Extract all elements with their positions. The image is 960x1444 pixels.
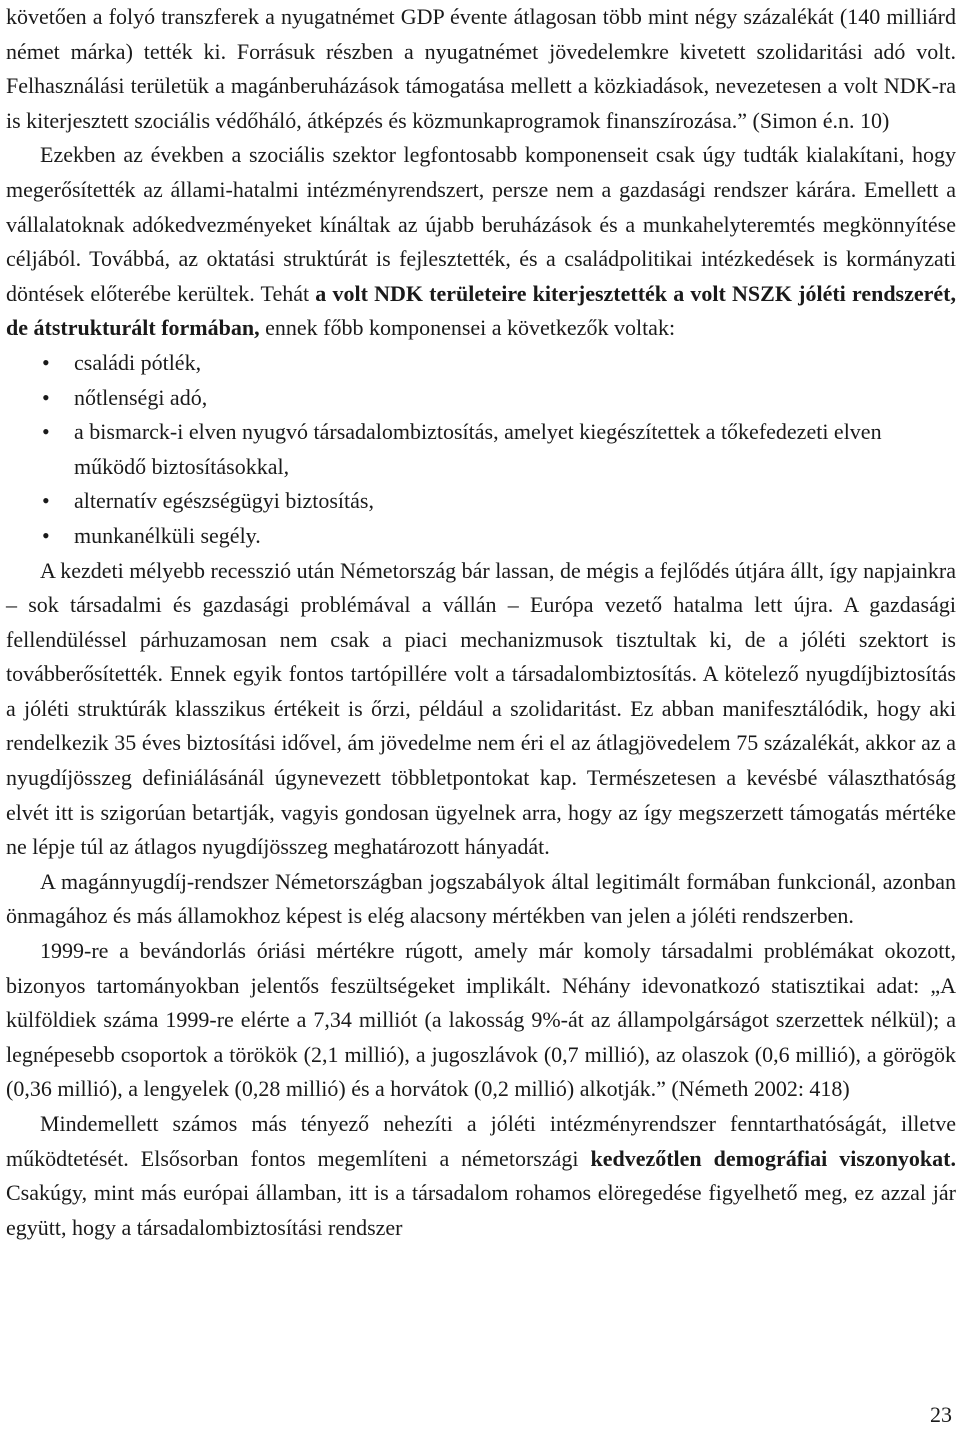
list-item bbox=[6, 519, 956, 554]
paragraph-2-lead: Ezekben az években a szociális szektor legfontosabb komponenseit csak úgy tudták kialakítani, hogy megerősítették az állami-hatalmi intézményrendszert, persze nem a gazdasági rendszer kárára. Emellett a vállalatoknak adókedvezményeket kínáltak az újabb beruházások és a munkahelyteremtés megkönnyítése céljából. Továbbá, az oktatási struktúrát is fejlesztették, és a családpolitikai intézkedések is kormányzati döntések előterébe kerültek. Tehát bbox=[6, 142, 956, 306]
bullet-icon: • bbox=[42, 349, 50, 375]
paragraph-6 bbox=[6, 1107, 956, 1245]
paragraph-6-lead: Mindemellett számos más tényező nehezíti a jóléti intézményrendszer fenntarthatóságát, illetve működtetését. Elsősorban fontos megemlíteni a németországi bbox=[6, 1111, 956, 1171]
paragraph-2 bbox=[6, 138, 956, 346]
paragraph-2-tail: ennek főbb komponensei a következők voltak: bbox=[259, 315, 676, 341]
list-item bbox=[6, 346, 956, 381]
paragraph-1: követően a folyó transzferek a nyugatnémet GDP évente átlagosan több mint négy százalékát (140 milliárd német márka) tették ki. Forrásuk részben a nyugatnémet jövedelemkre kivetett szolidaritási adó volt. Felhasználási területük a magánberuházások támogatása mellett a közkiadások, nevezetesen a volt NDK-ra is kiterjesztett szociális védőháló, átképzés és közmunkaprogramok finanszírozása.” (Simon é.n. 10) bbox=[6, 4, 956, 133]
paragraph-3: A kezdeti mélyebb recesszió után Németország bár lassan, de mégis a fejlődés útjára állt, így napjainkra – sok társadalmi és gazdasági problémával a vállán – Európa vezető hatalma lett újra. A gazdasági fellendüléssel párhuzamosan nem csak a piaci mechanizmusok tisztultak ki, de a jóléti szektort is továbberősítették. Ennek egyik fontos tartópillére volt a társadalombiztosítás. A kötelező nyugdíjbiztosítás a jóléti struktúrák klasszikus értékeit is őrzi, például a szolidaritást. Ez abban manifesztálódik, hogy aki rendelkezik 35 éves biztosítási idővel, ám jövedelme nem éri el az átlagjövedelem 75 százalékát, akkor az a nyugdíjösszeg definiálásánál úgynevezett többletpontokat kap. Természetesen a kevésbé választhatóság elvét itt is szigorúan betartják, vagyis gondosan ügyelnek arra, hogy az így megszerzett támogatás mértéke ne lépje túl az átlagos nyugdíjösszeg meghatározott hányadát. bbox=[6, 557, 956, 860]
page-body bbox=[6, 0, 956, 1245]
list-item-text: a bismarck-i elven nyugvó társadalombiztosítás, amelyet kiegészítettek a tőkefedezeti elven működő biztosításokkal, bbox=[74, 419, 882, 479]
list-item-text: alternatív egészségügyi biztosítás, bbox=[74, 488, 374, 514]
list-item bbox=[6, 415, 956, 484]
paragraph-6-tail: Csakúgy, mint más európai államban, itt is a társadalom rohamos elöregedése figyelhető meg, ez azzal jár együtt, hogy a társadalombiztosítási rendszer bbox=[6, 1180, 956, 1240]
paragraph-6-emphasis: kedvezőtlen demográfiai viszonyokat. bbox=[590, 1145, 956, 1171]
list-item-text: munkanélküli segély. bbox=[74, 522, 261, 548]
list-item bbox=[6, 484, 956, 519]
bullet-icon: • bbox=[42, 419, 50, 445]
paragraph-2-emphasis: a volt NDK területeire kiterjesztették a volt NSZK jóléti rendszerét, de átstrukturált formában, bbox=[6, 280, 957, 341]
bullet-icon: • bbox=[42, 384, 50, 410]
list-item bbox=[6, 381, 956, 416]
page-number: 23 bbox=[930, 1402, 952, 1427]
paragraph-5: 1999-re a bevándorlás óriási mértékre rúgott, amely már komoly társadalmi problémákat okozott, bizonyos tartományokban jelentős feszültségeket implikált. Néhány idevonatkozó statisztikai adat: „A külföldiek száma 1999-re elérte a 7,34 milliót (a lakosság 9%-át az állampolgárságot szerzettek nélkül); a legnépesebb csoportok a törökök (2,1 millió), a jugoszlávok (0,7 millió), az olaszok (0,6 millió), a görögök (0,36 millió), a lengyelek (0,28 millió) és a horvátok (0,2 millió) alkotják.” (Németh 2002: 418) bbox=[6, 938, 956, 1102]
component-list bbox=[6, 346, 956, 554]
paragraph-4: A magánnyugdíj-rendszer Németországban jogszabályok által legitimált formában funkcionál, azonban önmagához és más államokhoz képest is elég alacsony mértékben van jelen a jóléti rendszerben. bbox=[6, 868, 956, 929]
bullet-icon: • bbox=[42, 488, 50, 514]
bullet-icon: • bbox=[42, 522, 50, 548]
list-item-text: nőtlenségi adó, bbox=[74, 384, 208, 410]
list-item-text: családi pótlék, bbox=[74, 349, 202, 375]
